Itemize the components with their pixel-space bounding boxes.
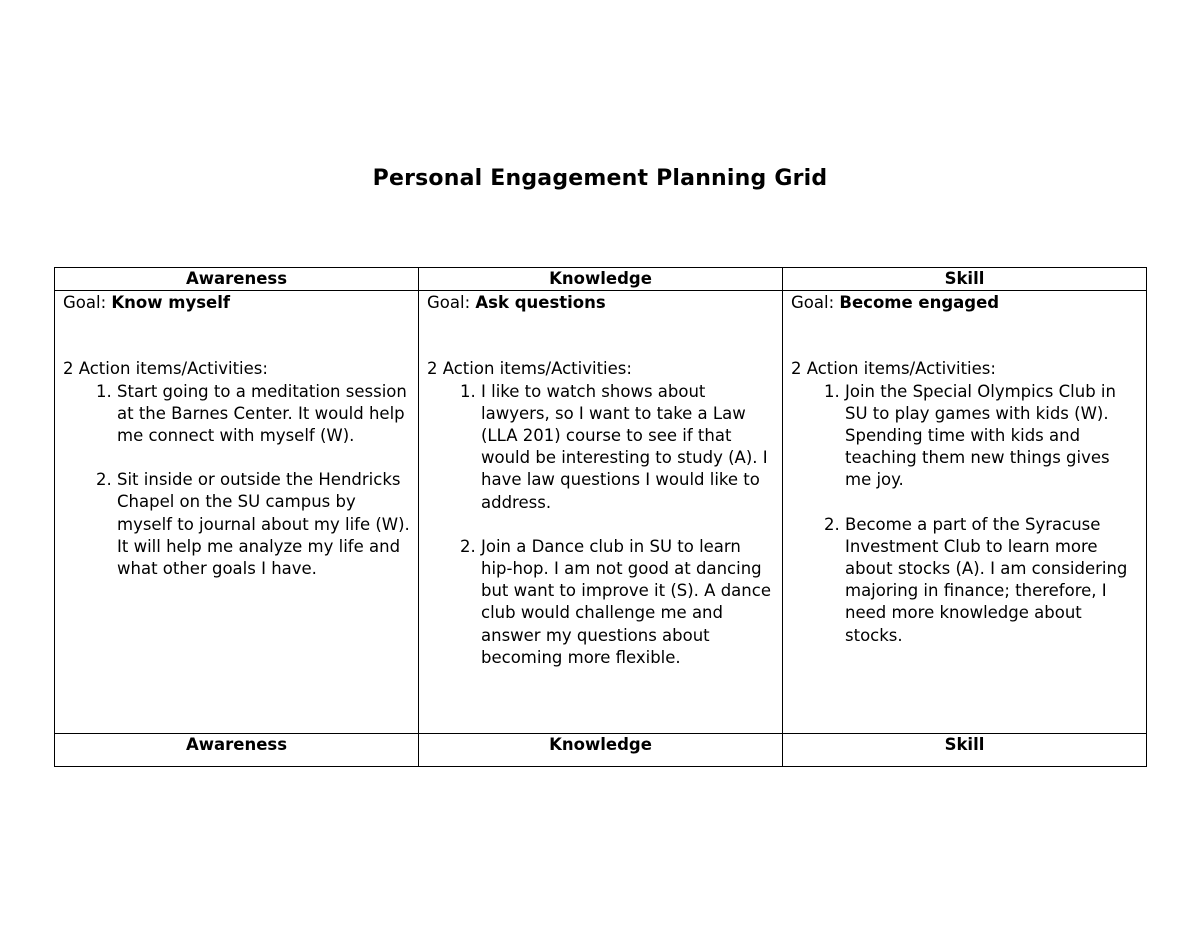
goal-label: Goal:	[427, 293, 471, 313]
goal-value: Become engaged	[839, 293, 1000, 313]
action-item: 2. Become a part of the Syracuse Investment Club to learn more about stocks (A). I am considering majoring in finance; therefore, I need more knowledge about stocks.	[845, 514, 1138, 647]
footer-row	[55, 734, 1147, 767]
page-title: Personal Engagement Planning Grid	[372, 166, 828, 191]
goal-label: Goal:	[63, 293, 107, 313]
action-item: 2. Sit inside or outside the Hendricks Chapel on the SU campus by myself to journal about my life (W). It will help me analyze my life and what other goals I have.	[117, 469, 410, 580]
header-row	[55, 268, 1147, 291]
action-item: 2. Join a Dance club in SU to learn hip-hop. I am not good at dancing but want to improve it (S). A dance club would challenge me and answer my questions about becoming more flexible.	[481, 536, 774, 669]
planning-grid	[54, 267, 1147, 767]
awareness-cell	[55, 291, 419, 734]
header-knowledge: Knowledge	[419, 268, 783, 291]
skill-cell	[783, 291, 1147, 734]
header-skill: Skill	[783, 268, 1147, 291]
action-item: 1. Join the Special Olympics Club in SU to play games with kids (W). Spending time with kids and teaching them new things gives me joy.	[845, 381, 1138, 492]
footer-awareness: Awareness	[55, 734, 419, 767]
goal-value: Ask questions	[475, 293, 606, 313]
actions-heading: 2 Action items/Activities:	[791, 359, 996, 379]
action-list	[427, 381, 774, 669]
action-item: 1. I like to watch shows about lawyers, so I want to take a Law (LLA 201) course to see if that would be interesting to study (A). I have law questions I would like to address.	[481, 381, 774, 514]
action-item: 1. Start going to a meditation session at the Barnes Center. It would help me connect with myself (W).	[117, 381, 410, 448]
action-list	[791, 381, 1138, 647]
footer-skill: Skill	[783, 734, 1147, 767]
goal-line	[427, 292, 774, 314]
actions-heading: 2 Action items/Activities:	[427, 359, 632, 379]
goal-line	[63, 292, 410, 314]
goal-value: Know myself	[111, 293, 231, 313]
content-row	[55, 291, 1147, 734]
goal-label: Goal:	[791, 293, 835, 313]
knowledge-cell	[419, 291, 783, 734]
action-list	[63, 381, 410, 581]
goal-line	[791, 292, 1138, 314]
header-awareness: Awareness	[55, 268, 419, 291]
actions-heading: 2 Action items/Activities:	[63, 359, 268, 379]
footer-knowledge: Knowledge	[419, 734, 783, 767]
